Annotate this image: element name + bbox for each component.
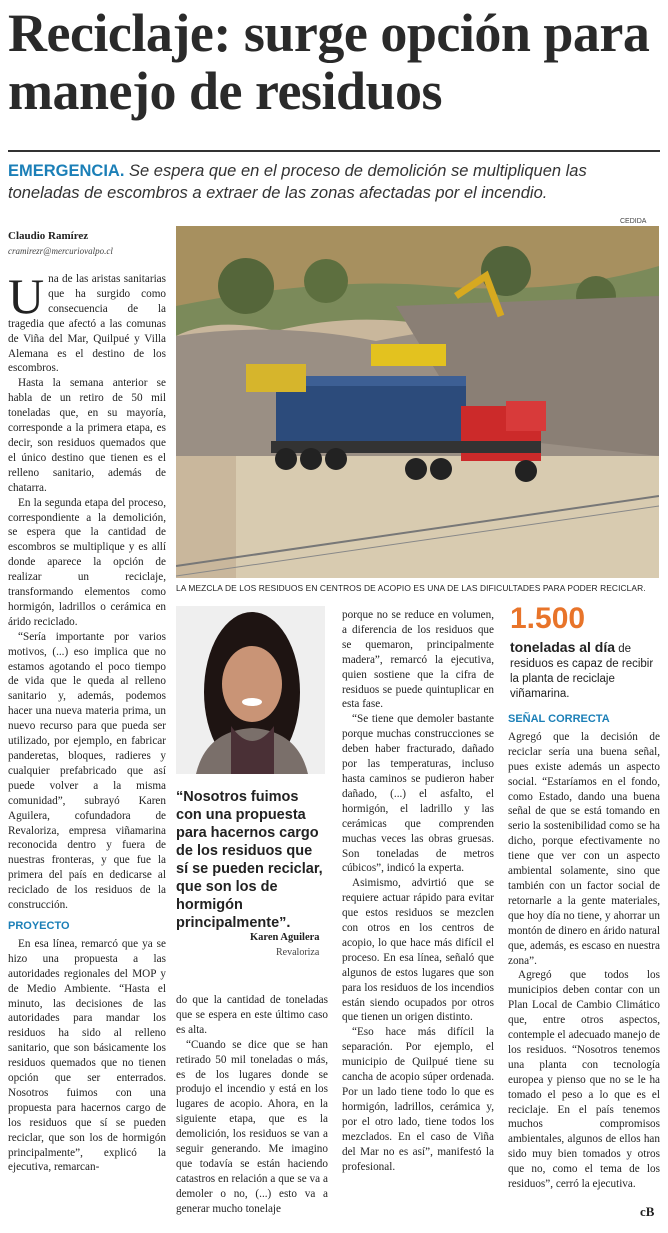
paragraph: “Se tiene que demoler bastante porque muchas construcciones se deben haber fracturado, dañado por las temperaturas, incluso hasta caminos se pudieron haber dañado, (...) el asfalto, el hormigón, el ladrillo y las cerámicas que comprenden muchas veces las obras gruesas. Son toneladas de metros cúbicos”, indicó la experta. <box>342 713 494 875</box>
person-portrait-image <box>176 606 325 774</box>
paragraph: do que la cantidad de toneladas que se espera en este último caso es alta. <box>176 994 328 1036</box>
paragraph: “Eso hace más difícil la separación. Por ejemplo, el municipio de Quilpué tiene su cancha de acopio súper ordenada. Por un lado tiene todo lo que es hormigón, ladrillos, cerámica y, por el otro lado, tiene todos los mezclados. En el caso de Viña del Mar no es así”, manifestó la profesional. <box>342 1026 494 1173</box>
byline-author: Claudio Ramírez <box>8 230 89 242</box>
column-1 <box>8 268 166 1175</box>
paragraph: Agregó que todos los municipios deben contar con un Plan Local de Cambio Climático que, entre otros aspectos, contemple el adecuado manejo de los residuos. “Nosotros tenemos una planta con tecnología europea y pienso que no se le ha tomado el peso a lo que es el reciclaje. En el país tenemos muchos compromisos ambientales, algunos de ellos han sido muy bien tomados y otros que no, como el tema de los residuos”, cerró la ejecutiva. <box>508 969 660 1191</box>
paragraph: porque no se reduce en volumen, a diferencia de los residuos que se quemaron, principalmente madera”, remarcó la ejecutiva, quien sostiene que la cifra de residuos se puede quintuplicar en esta fase. <box>342 609 494 711</box>
lead-text: Se espera que en el proceso de demolición se multipliquen las toneladas de escombros a extraer de las zonas afectadas por el incendio. <box>8 162 587 202</box>
byline-email: cramirezr@mercuriovalpo.cl <box>8 246 113 256</box>
main-photo <box>176 226 659 578</box>
divider <box>8 150 660 152</box>
column-4 <box>508 712 660 1192</box>
pull-quote: “Nosotros fuimos con una propuesta para hacernos cargo de los residuos que sí se pueden reciclar, que son los de hormigón principalmente”. <box>176 789 323 931</box>
paragraph: Agregó que la decisión de reciclar sería una buena señal, pues existe además un aspecto social. “Estaríamos en el fondo, como Estado, dando una buena señal de que se está tomando en serio la sostenibilidad como se ha dicho, porque efectivamente no tiene que ver con un aspecto ambiental solamente, sino que también con un factor social de retornarle a la gente materiales, que hoy día no tiene, y ahorrar un montón de dinero en árido natural que, además, es escaso en nuestra zona”. <box>508 730 660 967</box>
paragraph: En la segunda etapa del proceso, correspondiente a la demolición, se espera que la cantidad de escombros se multiplique y es allí donde aparece la opción de realizar un reciclaje, transformando elementos como hormigón, ladrillos o cerámica en árido reciclado. <box>8 496 166 628</box>
stat-label <box>510 640 660 702</box>
dropcap: U <box>8 268 45 324</box>
photo-caption: LA MEZCLA DE LOS RESIDUOS EN CENTROS DE ACOPIO ES UNA DE LAS DIFICULTADES PARA PODER RECICLAR. <box>176 583 646 593</box>
end-mark: cB <box>640 1204 655 1219</box>
quote-organization: Revaloriza <box>276 947 320 958</box>
photo-credit: CEDIDA <box>620 218 647 225</box>
lead-kicker: EMERGENCIA. <box>8 162 125 180</box>
column-3 <box>342 608 494 1174</box>
headline: Reciclaje: surge opción para manejo de residuos <box>8 3 650 121</box>
lead-paragraph <box>8 160 660 204</box>
stat-bold: toneladas al día <box>510 639 616 655</box>
paragraph: En esa línea, remarcó que ya se hizo una propuesta a las autoridades regionales del MOP y de Medio Ambiente. “Hasta el minuto, las decisiones de las autoridades para mandar los residuos ha sido al relleno sanitario, que son básicamente los residuos quemados que no tienen opción que ser enterrados. Nosotros fuimos con una propuesta para hacernos cargo de los residuos que sí se pueden reciclar, que son los de hormigón principalmente”, explicó la ejecutiva, remarcan- <box>8 937 166 1174</box>
demolition-site-image <box>176 226 659 578</box>
portrait-photo <box>176 606 325 774</box>
quote-author: Karen Aguilera <box>250 932 320 943</box>
subhead-senal-correcta: SEÑAL CORRECTA <box>508 713 610 725</box>
stat-text: de residuos es capaz de recibir la planta de reciclaje viñamarina. <box>510 643 654 700</box>
paragraph: Hasta la semana anterior se habla de un retiro de 50 mil toneladas que, en su mayoría, corresponde a la primera etapa, es decir, son residuos quemados que el único destino que tienen es el relleno sanitario, además de chatarra. <box>8 377 166 494</box>
stat-number: 1.500 <box>510 602 586 635</box>
paragraph: “Sería importante por varios motivos, (...) eso implica que no estamos agotando el poco tiempo de vida que le queda al relleno sanitario y, además, podemos hacer una nueva materia prima, un nuevo recurso para que pueda ser utilizado, por ejemplo, en fabricar panderetas, bloques, radieres y cualquier prefabricado que así puede volver a la misma comunidad”, subrayó Karen Aguilera, cofundadora de Revaloriza, empresa viñamarina reconocida dentro y fuera de nuestras fronteras, y que fue la primera del país en dedicarse al reciclado de los residuos de la construcción. <box>8 630 166 912</box>
paragraph: “Cuando se dice que se han retirado 50 mil toneladas o más, es de los lugares donde se produjo el incendio y está en los lugares de acopio. Ahora, en la siguiente etapa, que es la demolición, los residuos se van a seguir generando. Me imagino que todavía se están haciendo catastros en relación a que se va a demoler o no, (...) esto va a generar mucho tonelaje <box>176 1038 328 1215</box>
paragraph: Asimismo, advirtió que se requiere actuar rápido para evitar que estos residuos se mezclen con otros en los centros de acopio, lo que hace más difícil el proceso. En esa línea, señaló que algunos de estos lugares que son para los residuos de los incendios están siendo ocupados por otros que tienen un origen distinto. <box>342 877 494 1024</box>
column-2 <box>176 993 328 1217</box>
paragraph: na de las aristas sanitarias que ha surgido como consecuencia de la tragedia que afectó a las comunas de Viña del Mar, Quilpué y Villa Alemana es el destino de los escombros. <box>8 273 166 375</box>
subhead-proyecto: PROYECTO <box>8 919 70 932</box>
